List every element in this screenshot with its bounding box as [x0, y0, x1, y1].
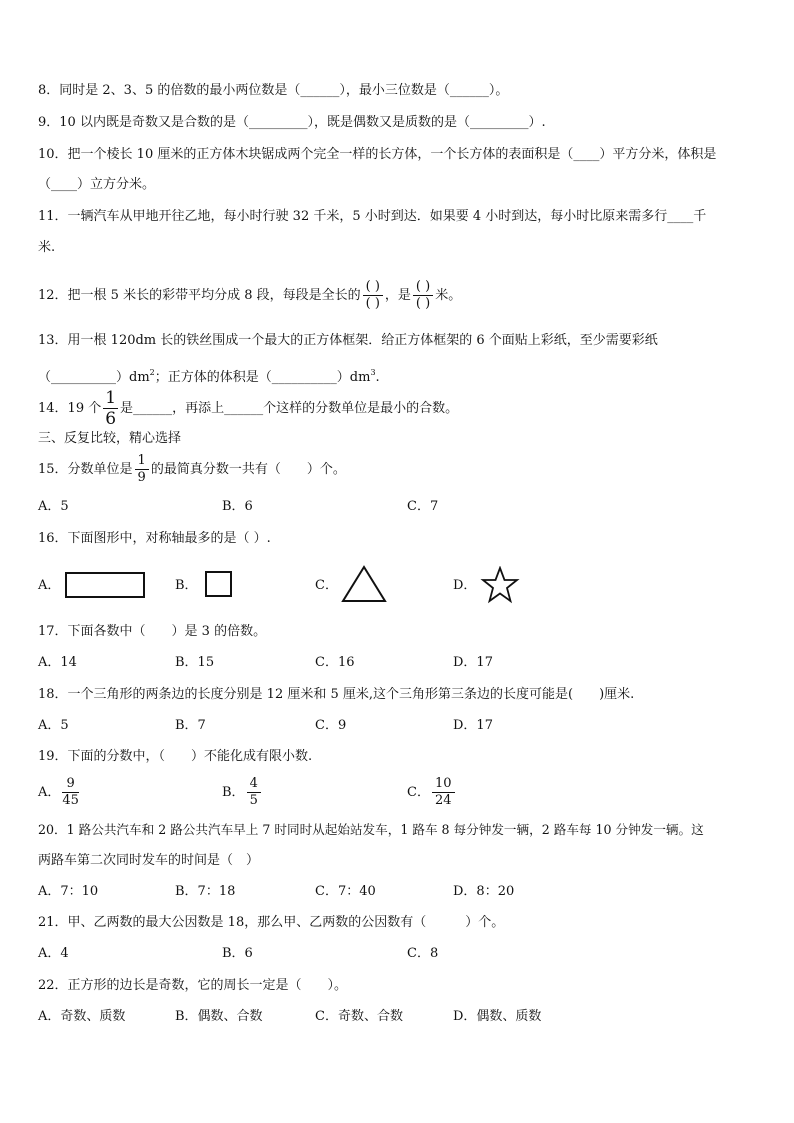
- q15-option-c[interactable]: C．7: [407, 499, 439, 514]
- q8-blank-1[interactable]: ______: [300, 83, 340, 98]
- q19-option-c[interactable]: [407, 775, 457, 811]
- question-15: [38, 450, 346, 490]
- q17-option-a[interactable]: A．14: [38, 655, 77, 670]
- q15-fraction: [135, 453, 149, 486]
- question-22: 22．正方形的边长是奇数，它的周长一定是（ ）。: [38, 978, 348, 993]
- question-17: 17．下面各数中（ ）是 3 的倍数。: [38, 624, 267, 639]
- q14-text-c: ，再添上: [172, 401, 225, 416]
- q19-b-numerator: 4: [247, 776, 261, 793]
- q13-blank-2[interactable]: __________: [271, 370, 337, 385]
- question-18: 18．一个三角形的两条边的长度分别是 12 厘米和 5 厘米,这个三角形第三条边的长度可能是( )厘米.: [38, 687, 635, 702]
- q12-frac2-denominator[interactable]: ( ): [415, 296, 431, 311]
- q10-blank-1[interactable]: ____: [573, 147, 600, 162]
- q15-option-b[interactable]: B．6: [222, 499, 253, 514]
- q8-text-a: 8．同时是 2、3、5 的倍数的最小两位数是（: [38, 83, 301, 98]
- q12-text-b: ，是: [384, 288, 411, 303]
- q9-text-b: ），既是偶数又是质数的是（: [307, 115, 470, 130]
- square-shape-icon: [205, 571, 232, 597]
- q9-text-c: ）.: [528, 115, 546, 130]
- q9-text-a: 9．10 以内既是奇数又是合数的是（: [38, 115, 249, 130]
- q19-a-numerator: 9: [62, 776, 79, 793]
- q17-option-d[interactable]: D．17: [453, 655, 493, 670]
- q19-option-c-fraction: [432, 776, 455, 809]
- q13-text-e: ）dm: [336, 370, 371, 385]
- q15-text-b: 的最简真分数一共有（ ）个。: [150, 462, 346, 477]
- q16-option-d[interactable]: D．: [453, 578, 477, 593]
- q10-text-d: ）立方分米。: [77, 177, 156, 192]
- question-11-line-1: [38, 208, 706, 226]
- q11-blank[interactable]: ____: [667, 209, 694, 224]
- q14-fraction: [103, 388, 118, 429]
- q14-text-d: 个这样的分数单位是最小的合数。: [263, 401, 459, 416]
- q21-option-a[interactable]: A．4: [38, 946, 69, 961]
- q14-text-b: 是: [120, 401, 134, 416]
- q12-frac1-denominator[interactable]: ( ): [365, 296, 380, 311]
- q19-option-c-label: C．: [407, 785, 430, 800]
- q19-c-numerator: 10: [432, 776, 455, 793]
- rectangle-shape-icon: [65, 572, 145, 598]
- question-9: [38, 114, 546, 132]
- question-13-line-2: [38, 364, 380, 387]
- question-14: [38, 388, 458, 429]
- question-20-line-2: 两路车第二次同时发车的时间是（ ）: [38, 853, 260, 868]
- q20-option-a[interactable]: A．7：10: [38, 884, 99, 899]
- q17-option-c[interactable]: C．16: [315, 655, 355, 670]
- q19-option-a-fraction: [62, 776, 79, 809]
- q12-fraction-1[interactable]: [363, 279, 383, 312]
- q16-option-b[interactable]: B．: [175, 578, 198, 593]
- q20-option-b[interactable]: B．7：18: [175, 884, 236, 899]
- q9-blank-2[interactable]: _________: [469, 115, 529, 130]
- q18-option-c[interactable]: C．9: [315, 718, 347, 733]
- q10-text-c: （: [38, 177, 52, 192]
- q22-option-a[interactable]: A．奇数、质数: [38, 1009, 126, 1024]
- question-10-line-1: [38, 146, 716, 164]
- q20-option-d[interactable]: D．8：20: [453, 884, 515, 899]
- q19-b-denominator: 5: [249, 793, 258, 808]
- q11-text-a: 11．一辆汽车从甲地开往乙地，每小时行驶 32 千米，5 小时到达．如果要 4 小时到达，每小时比原来需多行: [38, 209, 668, 224]
- star-shape-icon: [480, 566, 520, 604]
- question-21: 21．甲、乙两数的最大公因数是 18，那么甲、乙两数的公因数有（ ）个。: [38, 915, 505, 930]
- q15-frac-numerator: 1: [135, 453, 149, 470]
- q22-option-b[interactable]: B．偶数、合数: [175, 1009, 263, 1024]
- q13-text-f: .: [375, 370, 380, 385]
- q9-blank-1[interactable]: _________: [248, 115, 308, 130]
- q19-c-denominator: 24: [434, 793, 452, 808]
- q19-option-a-label: A．: [38, 785, 61, 800]
- question-20-line-1: 20．1 路公共汽车和 2 路公共汽车早上 7 时同时从起始站发车，1 路车 8 每分钟发一辆，2 路车每 10 分钟发一辆。这: [38, 822, 704, 837]
- q16-option-c[interactable]: C．: [315, 578, 338, 593]
- question-19: 19．下面的分数中，（ ）不能化成有限小数.: [38, 749, 313, 764]
- q12-frac2-numerator[interactable]: ( ): [413, 279, 433, 296]
- q8-text-c: ）。: [488, 83, 509, 98]
- q19-option-b-label: B．: [222, 785, 245, 800]
- q14-text-a: 14．19 个: [38, 401, 102, 416]
- q15-option-a[interactable]: A．5: [38, 499, 69, 514]
- q15-frac-denominator: 9: [137, 470, 146, 485]
- q11-text-b: 米.: [38, 240, 56, 255]
- question-12: [38, 276, 461, 316]
- q22-option-d[interactable]: D．偶数、质数: [453, 1009, 542, 1024]
- q14-blank-1[interactable]: ______: [133, 401, 173, 416]
- q13-text-c: ）dm: [116, 370, 150, 385]
- q13-superscript-1: 2: [149, 368, 155, 377]
- q12-text-a: 12．把一根 5 米长的彩带平均分成 8 段，每段是全长的: [38, 288, 361, 303]
- q19-option-b[interactable]: [222, 775, 263, 811]
- question-11-line-2: [38, 239, 55, 257]
- q12-text-c: 米。: [435, 288, 462, 303]
- q13-superscript-2: 3: [370, 368, 376, 377]
- question-10-line-2: [38, 176, 155, 194]
- q10-text-a: 10．把一个棱长 10 厘米的正方体木块锯成两个完全一样的长方体，一个长方体的表面积是（: [38, 147, 574, 162]
- q11-unit: 千: [693, 209, 707, 224]
- q13-text-b: （: [38, 370, 52, 385]
- q17-option-b[interactable]: B．15: [175, 655, 215, 670]
- q12-fraction-2[interactable]: [413, 279, 433, 312]
- q15-text-a: 15．分数单位是: [38, 462, 133, 477]
- q8-text-b: ），最小三位数是（: [339, 83, 450, 98]
- q13-text-a: 13．用一根 120dm 长的铁丝围成一个最大的正方体框架．给正方体框架的 6 个面贴上彩纸，至少需要彩纸: [38, 333, 658, 348]
- q14-blank-2[interactable]: ______: [224, 401, 264, 416]
- q21-option-c[interactable]: C．8: [407, 946, 439, 961]
- question-8: [38, 82, 508, 100]
- q18-option-d[interactable]: D．17: [453, 718, 493, 733]
- q19-option-b-fraction: [247, 776, 261, 809]
- q20-option-c[interactable]: C．7：40: [315, 884, 376, 899]
- q8-blank-2[interactable]: ______: [449, 83, 489, 98]
- q19-a-denominator: 45: [62, 793, 79, 808]
- triangle-shape-icon: [340, 564, 388, 604]
- q18-option-a[interactable]: A．5: [38, 718, 69, 733]
- q10-text-b: ）平方分米，体积是: [599, 147, 717, 162]
- q19-option-a[interactable]: [38, 775, 81, 811]
- q22-option-c[interactable]: C．奇数、合数: [315, 1009, 403, 1024]
- q14-frac-numerator: 1: [105, 388, 117, 408]
- q21-option-b[interactable]: B．6: [222, 946, 253, 961]
- question-13-line-1: [38, 332, 658, 350]
- q13-blank-1[interactable]: __________: [51, 370, 117, 385]
- q10-blank-2[interactable]: ____: [51, 177, 78, 192]
- q18-option-b[interactable]: B．7: [175, 718, 206, 733]
- section-3-heading: 三、反复比较，精心选择: [38, 431, 182, 446]
- q16-option-a[interactable]: A．: [38, 578, 61, 593]
- q13-text-d: ；正方体的体积是（: [154, 370, 272, 385]
- q12-frac1-numerator[interactable]: ( ): [363, 279, 383, 296]
- q14-frac-denominator: 6: [105, 409, 117, 429]
- question-16: 16．下面图形中，对称轴最多的是（ ）.: [38, 531, 271, 546]
